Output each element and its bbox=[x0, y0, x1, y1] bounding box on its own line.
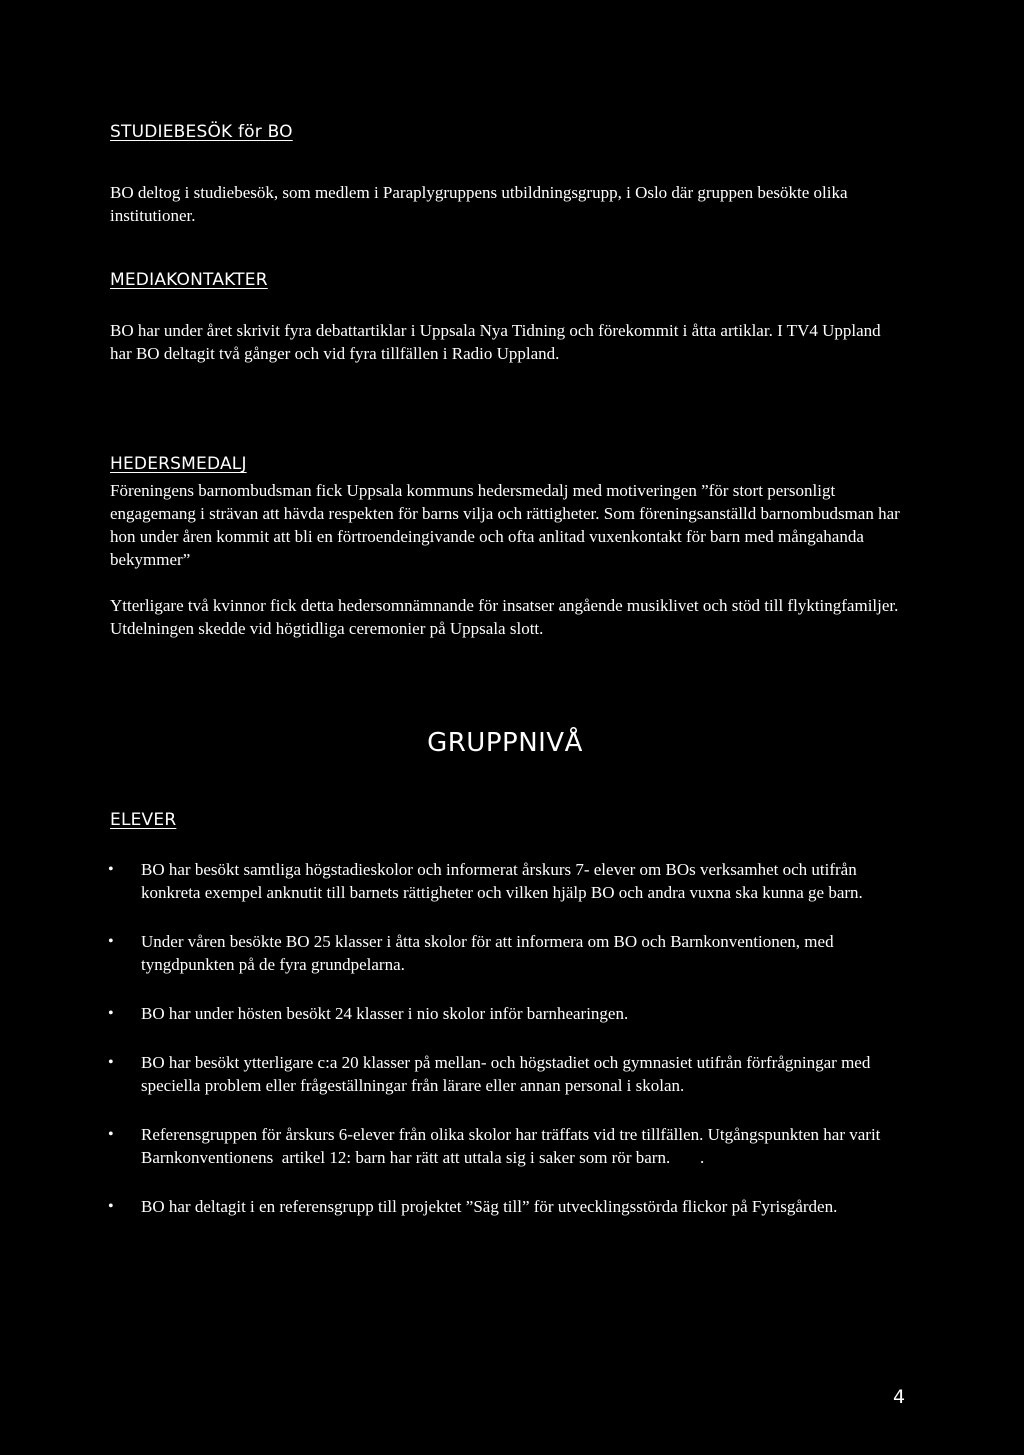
list-item: • BO har under hösten besökt 24 klasser i nio skolor inför barnhearingen. bbox=[110, 1002, 900, 1025]
list-item: • BO har deltagit i en referensgrupp till projektet ”Säg till” för utvecklingsstörda flickor på Fyrisgården. bbox=[110, 1195, 900, 1218]
paragraph-hedersmedalj-1: Föreningens barnombudsman fick Uppsala kommuns hedersmedalj med motiveringen ”för stort personligt engagemang i strävan att hävda respekten för barns vilja och rättigheter. Som föreningsanställd barnombudsman har hon under åren kommit att bli en förtroendeingivande och ofta anlitad vuxenkontakt för barn med mångahanda bekymmer” bbox=[110, 481, 900, 569]
heading-studiebesok: STUDIEBESÖK för BO bbox=[110, 122, 293, 142]
heading-elever: ELEVER bbox=[110, 810, 177, 830]
list-item: • Referensgruppen för årskurs 6-elever från olika skolor har träffats vid tre tillfällen. Utgångspunkten har varit Barnkonventionens artikel 12: barn har rätt att uttala sig i saker som rör barn. . bbox=[110, 1123, 900, 1169]
paragraph-studiebesok: BO deltog i studiebesök, som medlem i Paraplygruppens utbildningsgrupp, i Oslo där gruppen besökte olika institutioner. bbox=[110, 183, 848, 225]
paragraph-mediakontakter: BO har under året skrivit fyra debattartiklar i Uppsala Nya Tidning och förekommit i åtta artiklar. I TV4 Uppland har BO deltagit två gånger och vid fyra tillfällen i Radio Uppland. bbox=[110, 321, 881, 363]
heading-hedersmedalj: HEDERSMEDALJ bbox=[110, 454, 247, 474]
title-gruppniva: GRUPPNIVÅ bbox=[427, 728, 583, 758]
heading-mediakontakter: MEDIAKONTAKTER bbox=[110, 270, 268, 290]
list-item: • BO har besökt ytterligare c:a 20 klasser på mellan- och högstadiet och gymnasiet utifrån förfrågningar med speciella problem eller frågeställningar från lärare eller annan personal i skolan. bbox=[110, 1051, 900, 1097]
list-item: • Under våren besökte BO 25 klasser i åtta skolor för att informera om BO och Barnkonventionen, med tyngdpunkten på de fyra grundpelarna. bbox=[110, 930, 900, 976]
list-item: • BO har besökt samtliga högstadieskolor och informerat årskurs 7- elever om BOs verksamhet och utifrån konkreta exempel anknutit till barnets rättigheter och vilken hjälp BO och andra vuxna ska kunna ge barn. bbox=[110, 858, 900, 904]
elever-bullet-list bbox=[110, 858, 900, 1244]
page-number: 4 bbox=[893, 1386, 906, 1408]
paragraph-hedersmedalj-2: Ytterligare två kvinnor fick detta hedersomnämnande för insatser angående musiklivet och stöd till flyktingfamiljer. Utdelningen skedde vid högtidliga ceremonier på Uppsala slott. bbox=[110, 596, 899, 638]
